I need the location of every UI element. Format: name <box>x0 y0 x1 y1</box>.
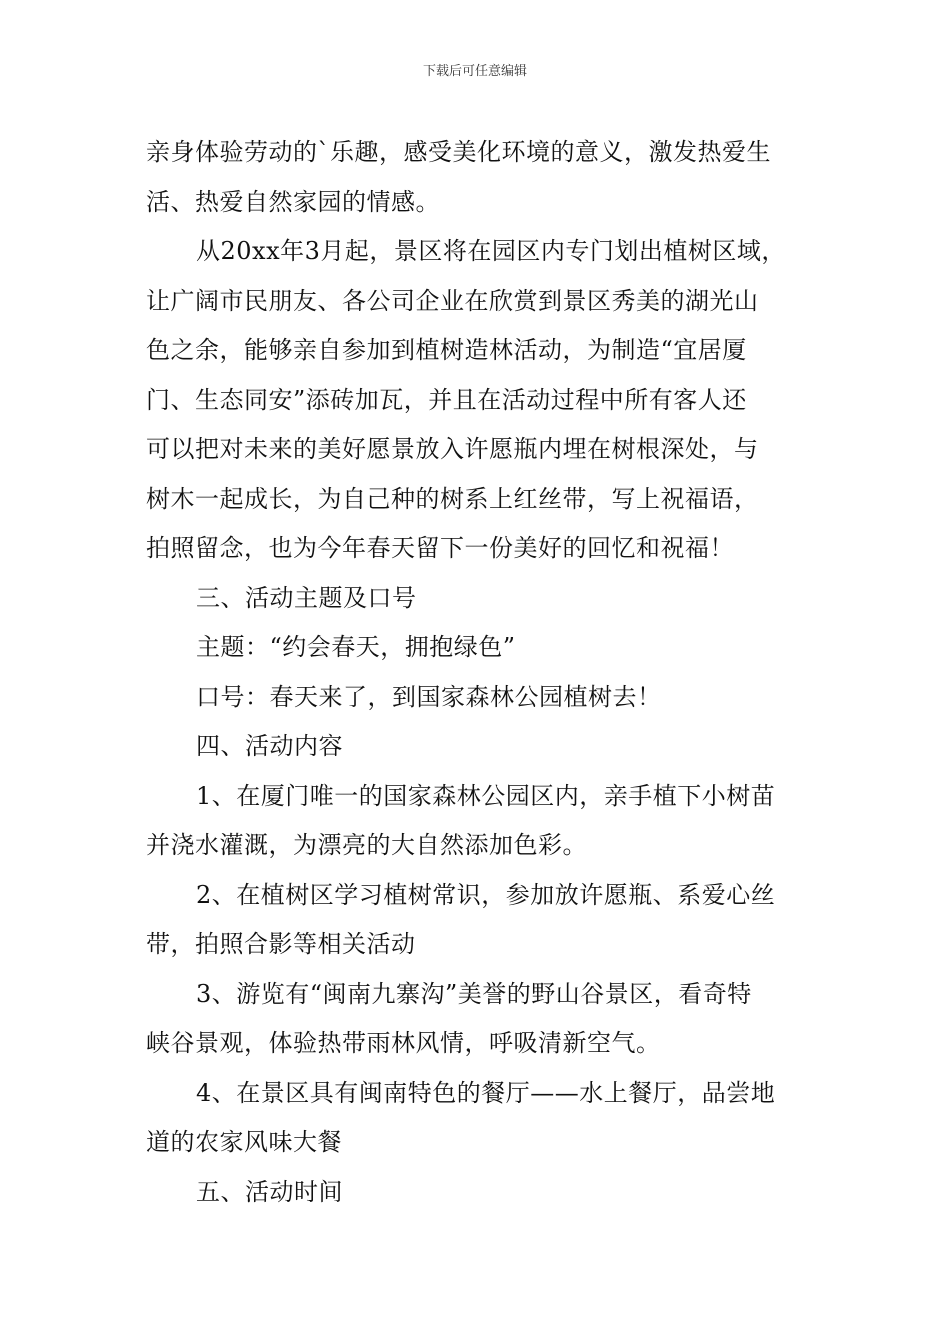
text-line: 让广阔市民朋友、各公司企业在欣赏到景区秀美的湖光山 <box>146 286 759 315</box>
text-line: 活、热爱自然家园的情感。 <box>146 187 440 216</box>
section-heading: 三、活动主题及口号 <box>196 583 417 612</box>
text-line: 道的农家风味大餐 <box>146 1128 342 1156</box>
text-line: 从20xx年3月起，景区将在园区内专门划出植树区域， <box>196 237 786 265</box>
list-item: 3、游览有“闽南九寨沟”美誉的野山谷景区，看奇特 <box>196 979 752 1008</box>
text-line: 带，拍照合影等相关活动 <box>146 930 416 958</box>
text-line: 口号：春天来了，到国家森林公园植树去！ <box>196 682 662 711</box>
section-heading: 五、活动时间 <box>196 1177 343 1206</box>
list-item: 4、在景区具有闽南特色的餐厅——水上餐厅，品尝地 <box>196 1078 776 1107</box>
text-line: 并浇水灌溉，为漂亮的大自然添加色彩。 <box>146 831 587 859</box>
page-header: 下载后可任意编辑 <box>422 64 527 79</box>
text-line: 可以把对未来的美好愿景放入许愿瓶内埋在树根深处，与 <box>146 435 759 463</box>
text-line: 亲身体验劳动的`乐趣，感受美化环境的意义，激发热爱生 <box>146 138 771 166</box>
text-line: 峡谷景观，体验热带雨林风情，呼吸清新空气。 <box>146 1029 661 1057</box>
section-heading: 四、活动内容 <box>196 732 343 760</box>
list-item: 1、在厦门唯一的国家森林公园区内，亲手植下小树苗 <box>196 781 776 810</box>
text-line: 拍照留念，也为今年春天留下一份美好的回忆和祝福！ <box>146 534 734 562</box>
list-item: 2、在植树区学习植树常识，参加放许愿瓶、系爱心丝 <box>196 880 776 909</box>
text-line: 主题：“约会春天，拥抱绿色” <box>196 633 516 661</box>
document-body <box>146 128 836 1217</box>
text-line: 色之余，能够亲自参加到植树造林活动，为制造“宜居厦 <box>146 336 747 364</box>
text-line: 树木一起成长，为自己种的树系上红丝带，写上祝福语， <box>146 484 759 513</box>
text-line: 门、生态同安”添砖加瓦，并且在活动过程中所有客人还 <box>146 385 747 414</box>
